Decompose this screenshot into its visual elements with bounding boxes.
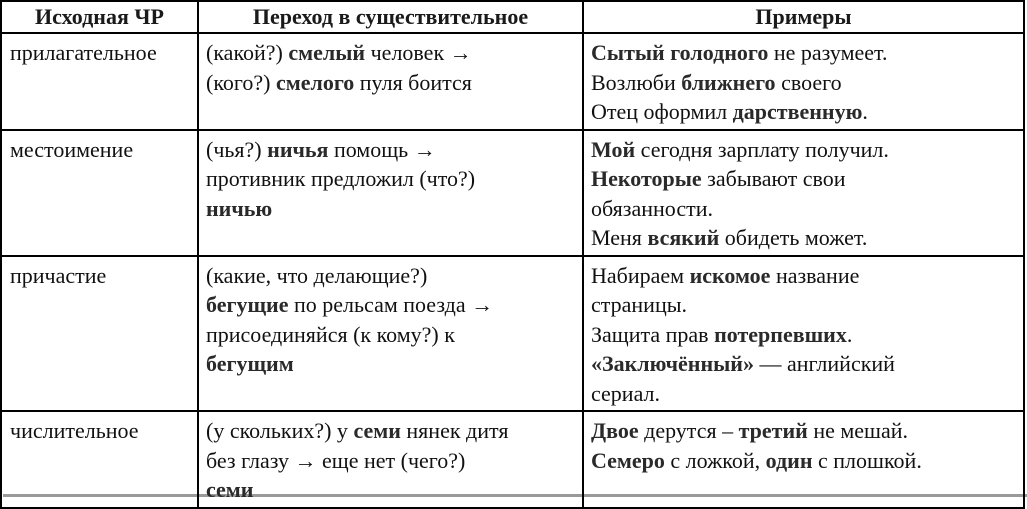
examples-cell	[583, 33, 1024, 130]
bold-term: смелый	[288, 40, 366, 65]
bold-term: третий	[738, 418, 808, 443]
header-transition: Переход в существительное	[198, 1, 583, 33]
transition-cell	[198, 130, 583, 256]
examples-cell	[583, 130, 1024, 256]
pos-cell: местоимение	[1, 130, 198, 256]
cell-line	[206, 164, 576, 194]
bold-term: семи	[206, 477, 254, 502]
text-segment: .	[846, 321, 853, 347]
text-segment: забывают свои	[701, 166, 846, 191]
text-segment: присоединяйся (к кому?) к	[206, 321, 455, 347]
text-segment: обидеть может.	[719, 225, 868, 250]
bold-term: дарственную	[732, 99, 863, 124]
bold-term: бегущие	[206, 292, 289, 317]
cell-line	[591, 68, 1017, 98]
bold-term: Мой	[591, 136, 636, 162]
text-segment: нянек дитя	[400, 418, 509, 443]
cell-line	[591, 416, 1017, 446]
text-segment: (кого?)	[206, 69, 276, 95]
text-segment: обязанности.	[591, 195, 713, 221]
text-segment: Защита прав	[591, 321, 715, 347]
cell-line	[591, 379, 1017, 409]
bold-term: всякий	[647, 225, 720, 250]
text-segment: страницы.	[591, 292, 688, 317]
examples-cell	[583, 256, 1024, 412]
examples-cell	[583, 411, 1024, 508]
bold-term: один	[765, 447, 813, 473]
bold-term: смелого	[275, 69, 355, 95]
text-segment: без глазу → еще нет (чего?)	[206, 447, 466, 473]
text-segment: Набираем	[591, 262, 690, 288]
cell-line	[206, 349, 576, 379]
cell-line	[206, 194, 576, 224]
text-segment: с ложкой,	[664, 447, 766, 473]
text-segment: своего	[775, 69, 842, 95]
bold-term: бегущим	[206, 351, 294, 376]
cell-line	[591, 38, 1017, 68]
bold-term: Сытый голодного	[591, 40, 769, 65]
bold-term: потерпевших	[714, 321, 847, 347]
text-segment: (у скольких?) у	[206, 418, 354, 443]
cell-line	[591, 320, 1017, 350]
pos-cell: причастие	[1, 256, 198, 412]
cell-line	[591, 290, 1017, 320]
table-row	[1, 411, 1024, 508]
cell-line	[591, 349, 1017, 379]
bold-term: Семеро	[591, 447, 665, 473]
cell-line	[206, 290, 576, 320]
bold-term: семи	[353, 418, 401, 443]
bold-term: «Заключённый»	[591, 351, 754, 376]
table-row	[1, 256, 1024, 412]
text-segment: сегодня зарплату получил.	[635, 136, 889, 162]
text-segment: не разумеет.	[768, 40, 888, 65]
cell-line	[206, 446, 576, 476]
cell-line	[206, 261, 576, 291]
pos-cell: числительное	[1, 411, 198, 508]
text-segment: дерутся –	[638, 418, 739, 443]
cell-line	[591, 97, 1017, 127]
bold-term: ничья	[267, 136, 329, 162]
text-segment: не мешай.	[807, 418, 909, 443]
text-segment: Возлюби	[591, 69, 682, 95]
bold-term: ничью	[206, 195, 273, 221]
transition-cell	[198, 33, 583, 130]
text-segment: Отец оформил	[591, 99, 733, 124]
bold-term: ближнего	[681, 69, 776, 95]
cell-line	[591, 135, 1017, 165]
text-segment: сериал.	[591, 380, 661, 406]
header-row	[1, 1, 1024, 33]
cell-line	[206, 475, 576, 505]
header-examples: Примеры	[583, 1, 1024, 33]
text-segment: Меня	[591, 225, 648, 250]
text-segment: .	[862, 99, 868, 124]
cell-line	[206, 38, 576, 68]
cell-line	[206, 135, 576, 165]
table-row	[1, 130, 1024, 256]
text-segment: (какой?)	[206, 40, 289, 65]
text-segment: пуля боится	[354, 69, 472, 95]
cell-line	[591, 164, 1017, 194]
cell-line	[591, 194, 1017, 224]
bold-term: Некоторые	[591, 166, 702, 191]
cell-line	[591, 446, 1017, 476]
text-segment: название	[770, 262, 860, 288]
text-segment: (чья?)	[206, 136, 268, 162]
text-segment: с плошкой.	[812, 447, 922, 473]
text-segment: — английский	[753, 351, 895, 376]
cell-line	[206, 416, 576, 446]
header-source-pos: Исходная ЧР	[1, 1, 198, 33]
cell-line	[206, 320, 576, 350]
text-segment: (какие, что делающие?)	[206, 262, 428, 288]
table-row	[1, 33, 1024, 130]
text-segment: по рельсам поезда →	[288, 292, 494, 317]
pos-cell: прилагательное	[1, 33, 198, 130]
text-segment: помощь →	[328, 136, 436, 162]
cell-line	[591, 261, 1017, 291]
bold-term: искомое	[689, 262, 771, 288]
cell-line	[206, 68, 576, 98]
text-segment: человек →	[365, 40, 472, 65]
text-segment: противник предложил (что?)	[206, 166, 476, 191]
transition-cell	[198, 256, 583, 412]
bold-term: Двое	[591, 418, 639, 443]
transition-cell	[198, 411, 583, 508]
cell-line	[591, 223, 1017, 253]
